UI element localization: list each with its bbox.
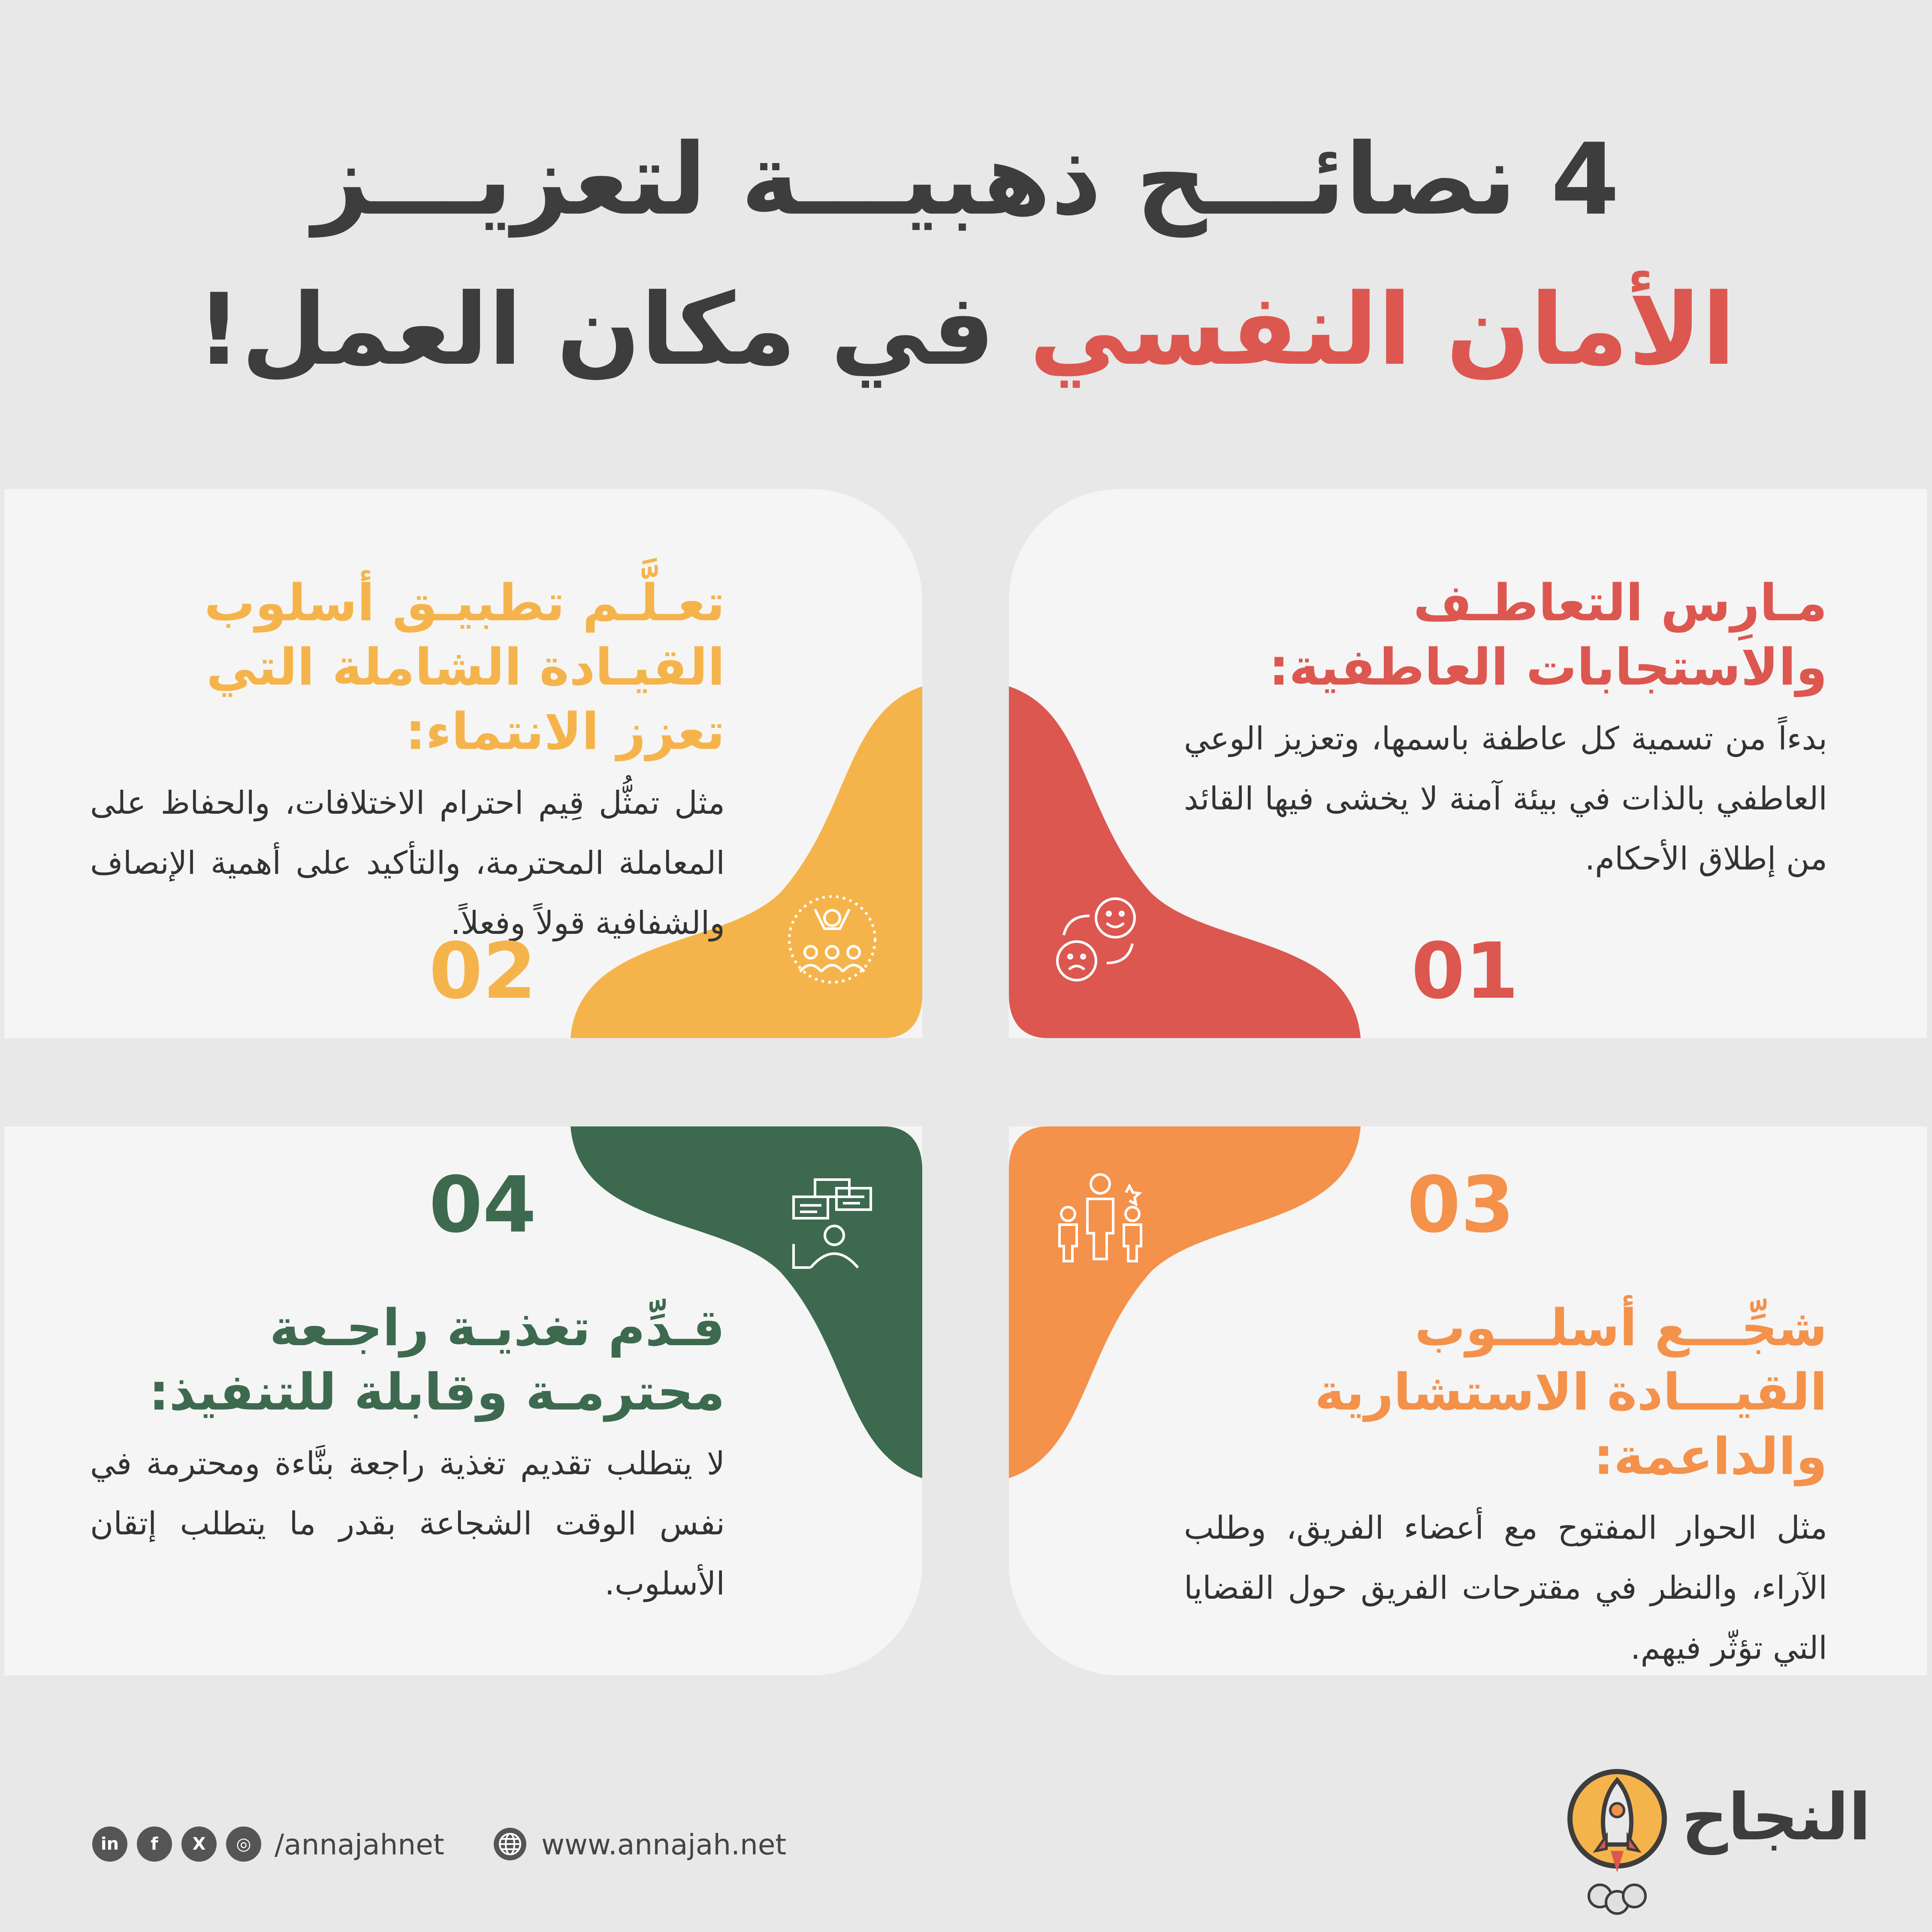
- inclusive-team-icon: [785, 892, 879, 987]
- team-support-icon: [1051, 1167, 1150, 1265]
- instagram-icon[interactable]: ◎: [226, 1826, 261, 1862]
- tip-2-text: [90, 571, 725, 953]
- social-icons: [92, 1826, 261, 1862]
- feedback-icon: [785, 1175, 884, 1274]
- tip-3-text: [1184, 1295, 1827, 1678]
- website-link[interactable]: www.annajah.net: [541, 1828, 787, 1861]
- tip-3-heading: شجِّـــع أسلـــوب القيـــادة الاستشارية والداعمة:: [1314, 1298, 1827, 1486]
- rocket-logo-icon: [1566, 1759, 1669, 1917]
- facebook-icon[interactable]: f: [137, 1826, 172, 1862]
- emotions-icon: [1051, 892, 1145, 987]
- tip-1-heading: مـارِس التعاطـف والاستجابات العاطفية:: [1268, 573, 1827, 697]
- title-line-2: [0, 266, 1932, 395]
- tip-3-body: مثل الحوار المفتوح مع أعضاء الفريق، وطلب الآراء، والنظر في مقترحات الفريق حول القضايا التي تؤثّر فيهم.: [1184, 1509, 1827, 1666]
- tip-4-heading: قـدِّم تغذيـة راجـعة محترمـة وقابلة للتنفيذ:: [149, 1298, 725, 1422]
- x-icon[interactable]: X: [181, 1826, 217, 1862]
- tip-1-number: 01: [1411, 927, 1519, 1016]
- tip-4-body: لا يتطلب تقديم تغذية راجعة بنَّاءة ومحترمة في نفس الوقت الشجاعة بقدر ما يتطلب إتقان الأسلوب.: [90, 1445, 725, 1602]
- tip-2-heading: تعـلَّـم تطبيـق أسلوب القيـادة الشاملة التي تعزز الانتماء:: [204, 573, 725, 761]
- tip-3-number: 03: [1407, 1160, 1515, 1250]
- tip-2-body: مثل تمثُّل قِيم احترام الاختلافات، والحفاظ على المعاملة المحترمة، والتأكيد على أهمية الإنصاف والشفافية قولاً وفعلاً.: [90, 785, 725, 942]
- title-rest: في مكان العمل!: [196, 273, 1029, 387]
- title-accent: الأمان النفسي: [1029, 273, 1736, 387]
- tip-1-text: [1184, 571, 1827, 889]
- tip-4-number: 04: [429, 1160, 537, 1250]
- tip-4-text: [90, 1295, 725, 1614]
- tip-1-body: بدءاً من تسمية كل عاطفة باسمها، وتعزيز الوعي العاطفي بالذات في بيئة آمنة لا يخشى فيها القائد من إطلاق الأحكام.: [1184, 720, 1827, 877]
- globe-icon: [492, 1826, 528, 1862]
- tip-2-number: 02: [429, 927, 537, 1016]
- title-line-1: 4 نصائـــح ذهبيـــة لتعزيـــز: [312, 123, 1620, 237]
- linkedin-icon[interactable]: in: [92, 1826, 127, 1862]
- brand-name: النجاح: [1681, 1780, 1871, 1855]
- social-handle[interactable]: /annajahnet: [275, 1828, 444, 1861]
